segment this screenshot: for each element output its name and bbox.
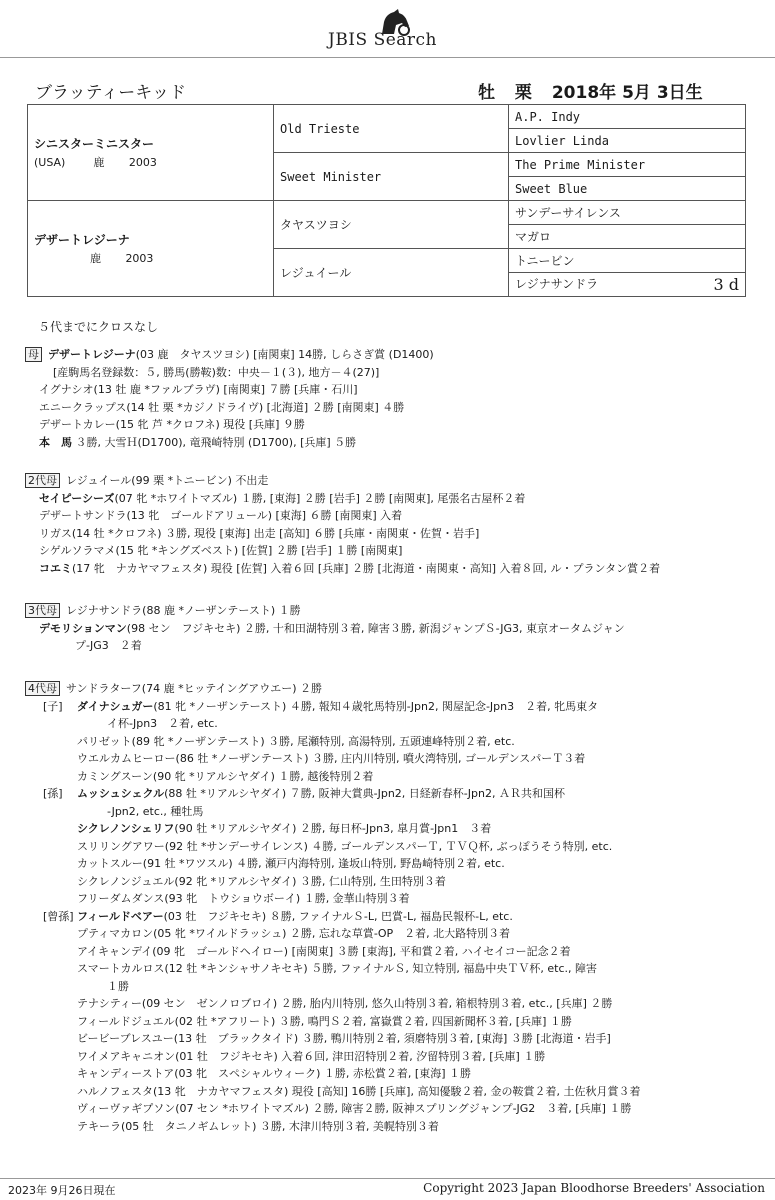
sire-sire-cell[interactable]: Old Trieste — [274, 105, 509, 153]
section-tag: 4代母 — [25, 681, 60, 696]
g3-cell-2[interactable]: Lovlier Linda — [509, 129, 746, 153]
list-item: シクレノンジュエル(92 牝 *リアルシヤダイ) ３勝, 仁山特別, 生田特別３着 — [77, 874, 446, 888]
list-item: [曾孫] フィールドベアー(03 牡 フジキセキ) ８勝, ファイナルＳ-L, 巴賞-L, 福島民報杯-L, etc. — [43, 909, 513, 923]
horse-info — [478, 78, 717, 103]
list-item: １勝 — [107, 979, 129, 993]
dam-cell — [28, 201, 274, 297]
logo-text: JBIS Search — [328, 30, 438, 50]
section-tag: 3代母 — [25, 603, 60, 618]
dam-sire-cell[interactable]: タヤスツヨシ — [274, 201, 509, 249]
list-item: -Jpn2, etc., 種牡馬 — [107, 804, 204, 818]
g3-cell-8 — [509, 273, 746, 297]
list-item: ビービーブレスユー(13 牡 ブラックタイド) ３勝, 鴨川特別２着, 須磨特別３着, [東海] ３勝 [北海道・岩手] — [77, 1032, 611, 1045]
footer-copyright: Copyright 2023 Japan Bloodhorse Breeders' Association — [423, 1181, 765, 1195]
header-divider — [0, 57, 775, 58]
list-item: カットスルー(91 牡 *ワツスル) ４勝, 瀬戸内海特別, 逢坂山特別, 野島崎特別２着, etc. — [77, 857, 505, 870]
list-item: ハルノフェスタ(13 牝 ナカヤマフェスタ) 現役 [高知] 16勝 [兵庫], 高知優駿２着, 金の鞍賞２着, 土佐秋月賞３着 — [77, 1084, 641, 1098]
g3-cell-5[interactable]: サンデーサイレンス — [509, 201, 746, 225]
sire-dam-cell[interactable]: Sweet Minister — [274, 153, 509, 201]
sire-cell — [28, 105, 274, 201]
list-item: プティマカロン(05 牝 *ワイルドラッシュ) ２勝, 忘れな草賞-OP ２着, 北大路特別３着 — [77, 927, 511, 940]
horse-color: 栗 — [514, 83, 532, 103]
cross-note: ５代までにクロスなし — [38, 320, 159, 334]
horse-sex: 牡 — [478, 83, 495, 103]
g3-cell-1[interactable]: A.P. Indy — [509, 105, 746, 129]
sire-name[interactable]: シニスターミニスター — [34, 137, 155, 151]
descendant-list — [25, 698, 640, 1136]
footer-date: 2023年 9月26日現在 — [8, 1184, 116, 1197]
horse-name: ブラッティーキッド — [35, 83, 186, 103]
list-item: ワイメアキャニオン(01 牡 フジキセキ) 入着６回, 津田沼特別２着, 汐留特別３着, [兵庫] １勝 — [77, 1049, 546, 1063]
section-tag: 母 — [25, 347, 42, 362]
pedigree-table — [27, 104, 746, 297]
list-item: カミングスーン(90 牝 *リアルシヤダイ) １勝, 越後特別２着 — [77, 769, 374, 783]
g3-cell-3[interactable]: The Prime Minister — [509, 153, 746, 177]
list-item: ウエルカムヒーロー(86 牡 *ノーザンテースト) ３勝, 庄内川特別, 噴火湾特別, ゴールデンスパーＴ３着 — [77, 752, 586, 765]
list-item: [孫] ムッシュシェクル(88 牡 *リアルシヤダイ) ７勝, 阪神大賞典-Jpn2, 日経新春杯-Jpn2, ＡＲ共和国杯 — [43, 787, 565, 800]
dam-dam-cell[interactable]: レジュイール — [274, 249, 509, 297]
list-item: イ杯-Jpn3 ２着, etc. — [107, 717, 218, 730]
fourth-dam-section: 4代母 サンドラターフ(74 鹿 *ヒッテイングアウエー) ２勝 [子] ダイナシュガー(81 牝 *ノーザンテースト) ４勝, 報知４歳牝馬特別-Jpn2, 関屋記念-Jpn3 ２着, 牝馬東タ イ杯-Jpn3 ２着, etc. パリゼット(89 牝 *ノーザンテースト) ３勝, 尾瀬特別, 高湯特別, 五頭連峰特別２着, etc. ウエルカムヒーロー(86 牡 *ノーザンテースト) ３勝, 庄内川特別, 噴火湾特別, ゴールデンスパーＴ３着 カミングスーン(90 牝 *リアルシヤダイ) １勝, 越後特別２着 [孫] ムッシュシェクル(88 牡 *リアルシヤダイ) ７勝, 阪神大賞典-Jpn2, 日経新春杯-Jpn2, ＡＲ共和国杯 -Jpn2, etc., 種牡馬 シクレノンシェリフ(90 牡 *リアルシヤダイ) ２勝, 毎日杯-Jpn3, 皐月賞-Jpn1 ３着 スリリングアワー(92 牡 *サンデーサイレンス) ４勝, ゴールデンスパーＴ, ＴＶＱ杯, ぶっぽうそう特別, etc. カットスルー(91 牡 *ワツスル) ４勝, 瀬戸内海特別, 逢坂山特別, 野島崎特別２着, etc. シクレノンジュエル(92 牝 *リアルシヤダイ) ３勝, 仁山特別, 生田特別３着 フリーダムダンス(93 牝 トウショウボーイ) １勝, 金華山特別３着 [曾孫] フィールドベアー(03 牡 フジキセキ) ８勝, ファイナルＳ-L, 巴賞-L, 福島民報杯-L, etc. プティマカロン(05 牝 *ワイルドラッシュ) ２勝, 忘れな草賞-OP ２着, 北大路特別３着 アイキャンデイ(09 牝 ゴールドヘイロー) [南関東] ３勝 [東海], 平和賞２着, ハイセイコー記念２着 スマートカルロス(12 牡 *キンシャサノキセキ) ５勝, ファイナルＳ, 知立特別, 福島中央ＴＶ杯, etc., 障害 １勝 テナシティー(09 セン ゼンノロブロイ) ２勝, 胎内川特別, 悠久山特別３着, 箱根特別３着, etc., [兵庫] ２勝 フィールドジュエル(02 牡 *アフリート) ３勝, 鳴門Ｓ２着, 富嶽賞２着, 四国新聞杯３着, [兵庫] １勝 ビービーブレスユー(13 牡 ブラックタイド) ３勝, 鴨川特別２着, 須磨特別３着, [東海] ３勝 [北海道・岩手] ワイメアキャニオン(01 牡 フジキセキ) 入着６回, 津田沼特別２着, 汐留特別３着, [兵庫] １勝 キャンディーストア(03 牝 スペシャルウィーク) １勝, 赤松賞２着, [東海] １勝 ハルノフェスタ(13 牝 ナカヤマフェスタ) 現役 [高知] 16勝 [兵庫], 高知優駿２着, 金の鞍賞２着, 土佐秋月賞３着 ヴィーヴァギプソン(07 セン *ホワイトマズル) ２勝, 障害２勝, 阪神スプリングジャンプ-JG2 ３着, [兵庫] １勝 テキーラ(05 牡 タニノギムレット) ３勝, 木津川特別３着, 美幌特別３着 — [25, 680, 640, 1135]
g3-cell-7[interactable]: トニービン — [509, 249, 746, 273]
list-item: キャンディーストア(03 牝 スペシャルウィーク) １勝, 赤松賞２着, [東海] １勝 — [77, 1067, 471, 1080]
dam-name[interactable]: デザートレジーナ — [34, 233, 130, 247]
list-item: アイキャンデイ(09 牝 ゴールドヘイロー) [南関東] ３勝 [東海], 平和賞２着, ハイセイコー記念２着 — [77, 944, 571, 958]
section-tag: 2代母 — [25, 473, 60, 488]
list-item: テキーラ(05 牡 タニノギムレット) ３勝, 木津川特別３着, 美幌特別３着 — [77, 1119, 439, 1133]
list-item: スマートカルロス(12 牡 *キンシャサノキセキ) ５勝, ファイナルＳ, 知立特別, 福島中央ＴＶ杯, etc., 障害 — [77, 962, 598, 975]
dam-info: 鹿 2003 — [89, 252, 154, 265]
page-header — [0, 0, 775, 58]
g3-cell-4[interactable]: Sweet Blue — [509, 177, 746, 201]
third-dam-section: 3代母 レジナサンドラ(88 鹿 *ノーザンテースト) １勝 デモリションマン(98 セン フジキセキ) ２勝, 十和田湖特別３着, 障害３勝, 新潟ジャンプＳ-JG3, 東京オータムジャン プ-JG3 ２着 — [25, 602, 625, 655]
horse-birth: 2018年 5月 3日生 — [551, 83, 703, 103]
list-item: フィールドジュエル(02 牡 *アフリート) ３勝, 鳴門Ｓ２着, 富嶽賞２着, 四国新聞杯３着, [兵庫] １勝 — [77, 1014, 572, 1028]
footer-divider — [0, 1178, 775, 1179]
list-item: スリリングアワー(92 牡 *サンデーサイレンス) ４勝, ゴールデンスパーＴ, ＴＶＱ杯, ぶっぽうそう特別, etc. — [77, 839, 613, 853]
list-item: テナシティー(09 セン ゼンノロブロイ) ２勝, 胎内川特別, 悠久山特別３着, 箱根特別３着, etc., [兵庫] ２勝 — [77, 997, 613, 1010]
g3-cell-8-name[interactable]: レジナサンドラ — [515, 277, 599, 291]
list-item: フリーダムダンス(93 牝 トウショウボーイ) １勝, 金華山特別３着 — [77, 892, 410, 905]
list-item: シクレノンシェリフ(90 牡 *リアルシヤダイ) ２勝, 毎日杯-Jpn3, 皐月賞-Jpn1 ３着 — [77, 822, 492, 835]
dam-section: 母 デザートレジーナ(03 鹿 タヤスツヨシ) [南関東] 14勝, しらさぎ賞 (D1400) [産駒馬名登録数：５, 勝馬(勝鞍)数：中央－１(３), 地方－４(27)] イグナシオ(13 牡 鹿 *ファルブラヴ) [南関東] ７勝 [兵庫・石川] エニークラップス(14 牡 栗 *カジノドライヴ) [北海道] ２勝 [南関東] ４勝 デザートカレー(15 牝 芦 *クロフネ) 現役 [兵庫] ９勝 本 馬 ３勝, 大雪Ｈ(D1700), 竜飛崎特別 (D1700), [兵庫] ５勝 — [25, 346, 434, 451]
list-item: パリゼット(89 牝 *ノーザンテースト) ３勝, 尾瀬特別, 高湯特別, 五頭連峰特別２着, etc. — [77, 734, 515, 748]
sire-info: (USA) 鹿 2003 — [34, 156, 157, 169]
jbis-logo[interactable] — [328, 8, 468, 52]
inbreed-generation: 3 d — [713, 275, 739, 294]
list-item: ヴィーヴァギプソン(07 セン *ホワイトマズル) ２勝, 障害２勝, 阪神スプリングジャンプ-JG2 ３着, [兵庫] １勝 — [77, 1102, 632, 1115]
list-item: [子] ダイナシュガー(81 牝 *ノーザンテースト) ４勝, 報知４歳牝馬特別-Jpn2, 関屋記念-Jpn3 ２着, 牝馬東タ — [43, 699, 599, 713]
second-dam-section: 2代母 レジュイール(99 栗 *トニービン) 不出走 セイピーシーズ(07 牝 *ホワイトマズル) １勝, [東海] ２勝 [岩手] ２勝 [南関東], 尾張名古屋杯２着 デザートサンドラ(13 牝 ゴールドアリュール) [東海] ６勝 [南関東] 入着 リガス(14 牡 *クロフネ) ３勝, 現役 [東海] 出走 [高知] ６勝 [兵庫・南関東・佐賀・岩手] シゲルソラマメ(15 牝 *キングズベスト) [佐賀] ２勝 [岩手] １勝 [南関東] コエミ(17 牝 ナカヤマフェスタ) 現役 [佐賀] 入着６回 [兵庫] ２勝 [北海道・南関東・高知] 入着８回, ル・プランタン賞２着 — [25, 472, 660, 577]
g3-cell-6[interactable]: マガロ — [509, 225, 746, 249]
